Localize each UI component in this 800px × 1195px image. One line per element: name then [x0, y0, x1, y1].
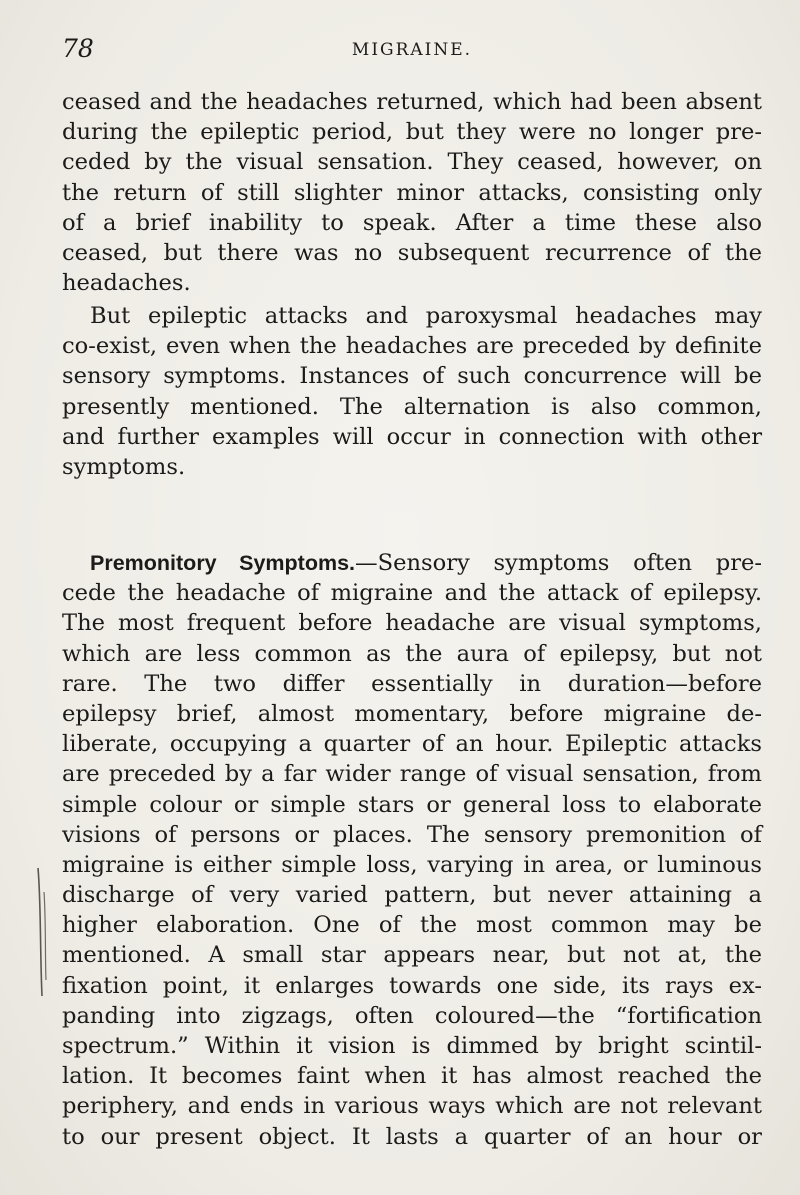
margin-pencil-mark	[32, 862, 62, 1002]
text-line: epilepsy brief, almost momentary, before migraine de-	[62, 700, 762, 727]
text-line: higher elaboration. One of the most common may be	[62, 912, 762, 939]
text-line: rare. The two differ essentially in duration—before	[62, 670, 762, 697]
text-line: and further examples will occur in connection with other	[62, 423, 762, 450]
page-number: 78	[62, 34, 94, 63]
text-line: ceased, but there was no subsequent recurrence of the	[62, 239, 762, 266]
text-line: symptoms.	[62, 453, 186, 480]
text-line: cede the headache of migraine and the attack of epilepsy.	[62, 580, 762, 607]
text-line: headaches.	[62, 270, 191, 297]
text-line: are preceded by a far wider range of visual sensation, from	[62, 761, 762, 788]
text-line: ceded by the visual sensation. They ceased, however, on	[62, 149, 762, 176]
text-line: periphery, and ends in various ways which are not relevant	[62, 1093, 762, 1120]
running-head: MIGRAINE.	[351, 40, 473, 60]
text-line: migraine is either simple loss, varying in area, or luminous	[62, 851, 762, 878]
text-line: spectrum.” Within it vision is dimmed by bright scintil-	[62, 1033, 762, 1059]
text-line: discharge of very varied pattern, but never attaining a	[62, 882, 762, 909]
text-line: visions of persons or places. The sensory premonition of	[62, 821, 762, 848]
paragraph-2	[62, 301, 762, 482]
text-line: to our present object. It lasts a quarter of an hour or	[62, 1123, 762, 1150]
text-line: the return of still slighter minor attacks, consisting only	[62, 179, 762, 206]
text-line: during the epileptic period, but they were no longer pre-	[62, 119, 762, 146]
text-line: presently mentioned. The alternation is also common,	[62, 393, 762, 420]
paragraph-1	[62, 87, 762, 298]
text-line-first	[62, 548, 762, 578]
text-line: fixation point, it enlarges towards one side, its rays ex-	[62, 972, 762, 999]
text-line: co-exist, even when the headaches are preceded by definite	[62, 333, 762, 360]
text-line: of a brief inability to speak. After a time these also	[62, 209, 762, 236]
text-line: liberate, occupying a quarter of an hour. Epileptic attacks	[62, 731, 762, 758]
text-line: simple colour or simple stars or general loss to elaborate	[62, 791, 762, 818]
text-line: But epileptic attacks and paroxysmal headaches may	[90, 303, 762, 329]
text-line: panding into zigzags, often coloured—the “fortification	[62, 1002, 762, 1029]
first-line-rest: —Sensory symptoms often pre-	[355, 550, 763, 576]
page-header	[62, 34, 762, 70]
section-heading: Premonitory Symptoms.	[90, 551, 356, 575]
paragraph-3	[62, 548, 762, 1152]
text-line: ceased and the headaches returned, which had been absent	[62, 89, 762, 115]
text-line: which are less common as the aura of epilepsy, but not	[62, 640, 762, 667]
text-line: mentioned. A small star appears near, but not at, the	[62, 942, 762, 969]
text-line: sensory symptoms. Instances of such concurrence will be	[62, 363, 762, 390]
text-line: lation. It becomes faint when it has almost reached the	[62, 1063, 762, 1090]
text-line: The most frequent before headache are visual symptoms,	[62, 610, 762, 637]
